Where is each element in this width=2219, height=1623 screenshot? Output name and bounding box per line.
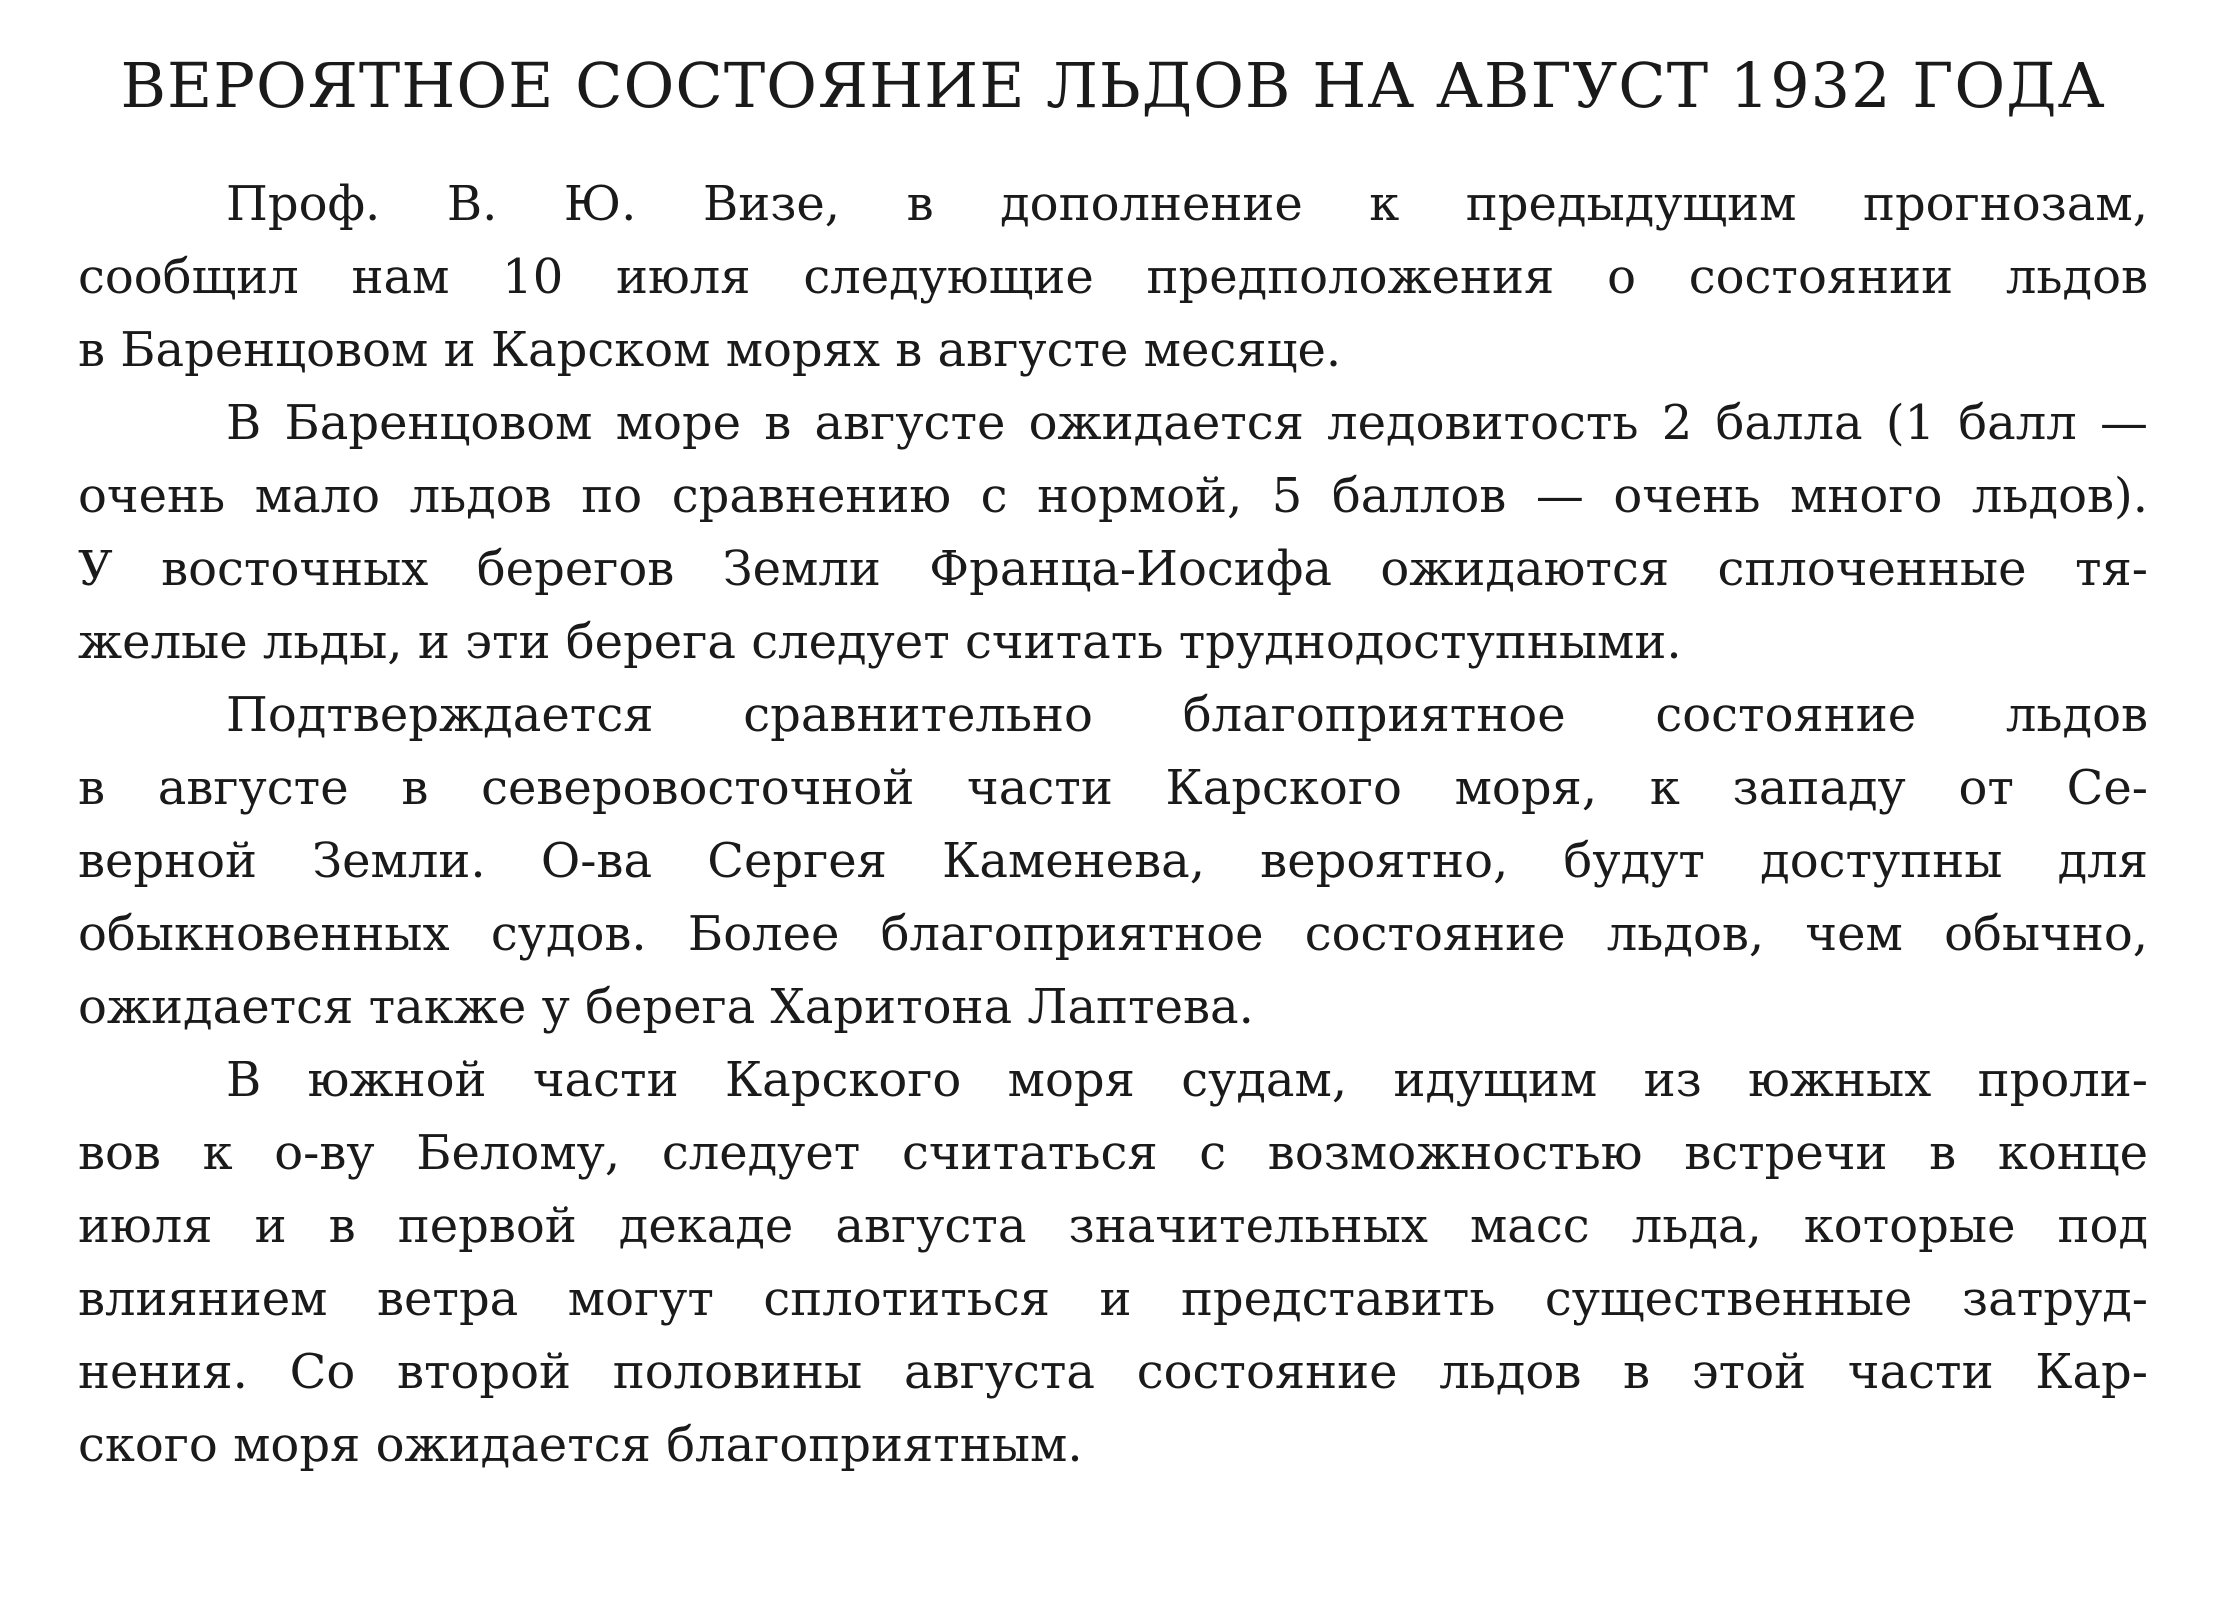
- document-page: [78, 49, 2148, 1482]
- text-line: влиянием ветра могут сплотиться и представить существенные затруд-: [78, 1271, 2148, 1328]
- text-line: в Баренцовом и Карском морях в августе месяце.: [78, 322, 1342, 379]
- text-line: Проф. В. Ю. Визе, в дополнение к предыдущим прогнозам,: [226, 176, 2148, 233]
- paragraph: [78, 168, 2148, 387]
- text-line: В южной части Карского моря судам, идущим из южных проли-: [226, 1052, 2148, 1109]
- text-line: в августе в северовосточной части Карского моря, к западу от Се-: [78, 760, 2148, 817]
- text-line: ского моря ожидается благоприятным.: [78, 1417, 1083, 1474]
- paragraph: [78, 1044, 2148, 1482]
- document-title: ВЕРОЯТНОЕ СОСТОЯНИЕ ЛЬДОВ НА АВГУСТ 1932 ГОДА: [120, 49, 2106, 122]
- text-line: обыкновенных судов. Более благоприятное состояние льдов, чем обычно,: [78, 906, 2148, 963]
- text-line: В Баренцовом море в августе ожидается ледовитость 2 балла (1 балл —: [226, 395, 2148, 452]
- text-line: вов к о-ву Белому, следует считаться с возможностью встречи в конце: [78, 1125, 2148, 1182]
- document-body: [78, 168, 2148, 1482]
- text-line: ожидается также у берега Харитона Лаптева.: [78, 979, 1254, 1036]
- text-line: верной Земли. О-ва Сергея Каменева, вероятно, будут доступны для: [78, 833, 2148, 890]
- paragraph: [78, 679, 2148, 1044]
- text-line: очень мало льдов по сравнению с нормой, 5 баллов — очень много льдов).: [78, 468, 2148, 525]
- text-line: нения. Со второй половины августа состояние льдов в этой части Кар-: [78, 1344, 2148, 1401]
- text-line: У восточных берегов Земли Франца-Иосифа ожидаются сплоченные тя-: [78, 541, 2148, 598]
- text-line: июля и в первой декаде августа значительных масс льда, которые под: [78, 1198, 2148, 1255]
- paragraph: [78, 387, 2148, 679]
- text-line: Подтверждается сравнительно благоприятное состояние льдов: [226, 687, 2148, 744]
- text-line: сообщил нам 10 июля следующие предположения о состоянии льдов: [78, 249, 2148, 306]
- text-line: желые льды, и эти берега следует считать труднодоступными.: [78, 614, 1682, 671]
